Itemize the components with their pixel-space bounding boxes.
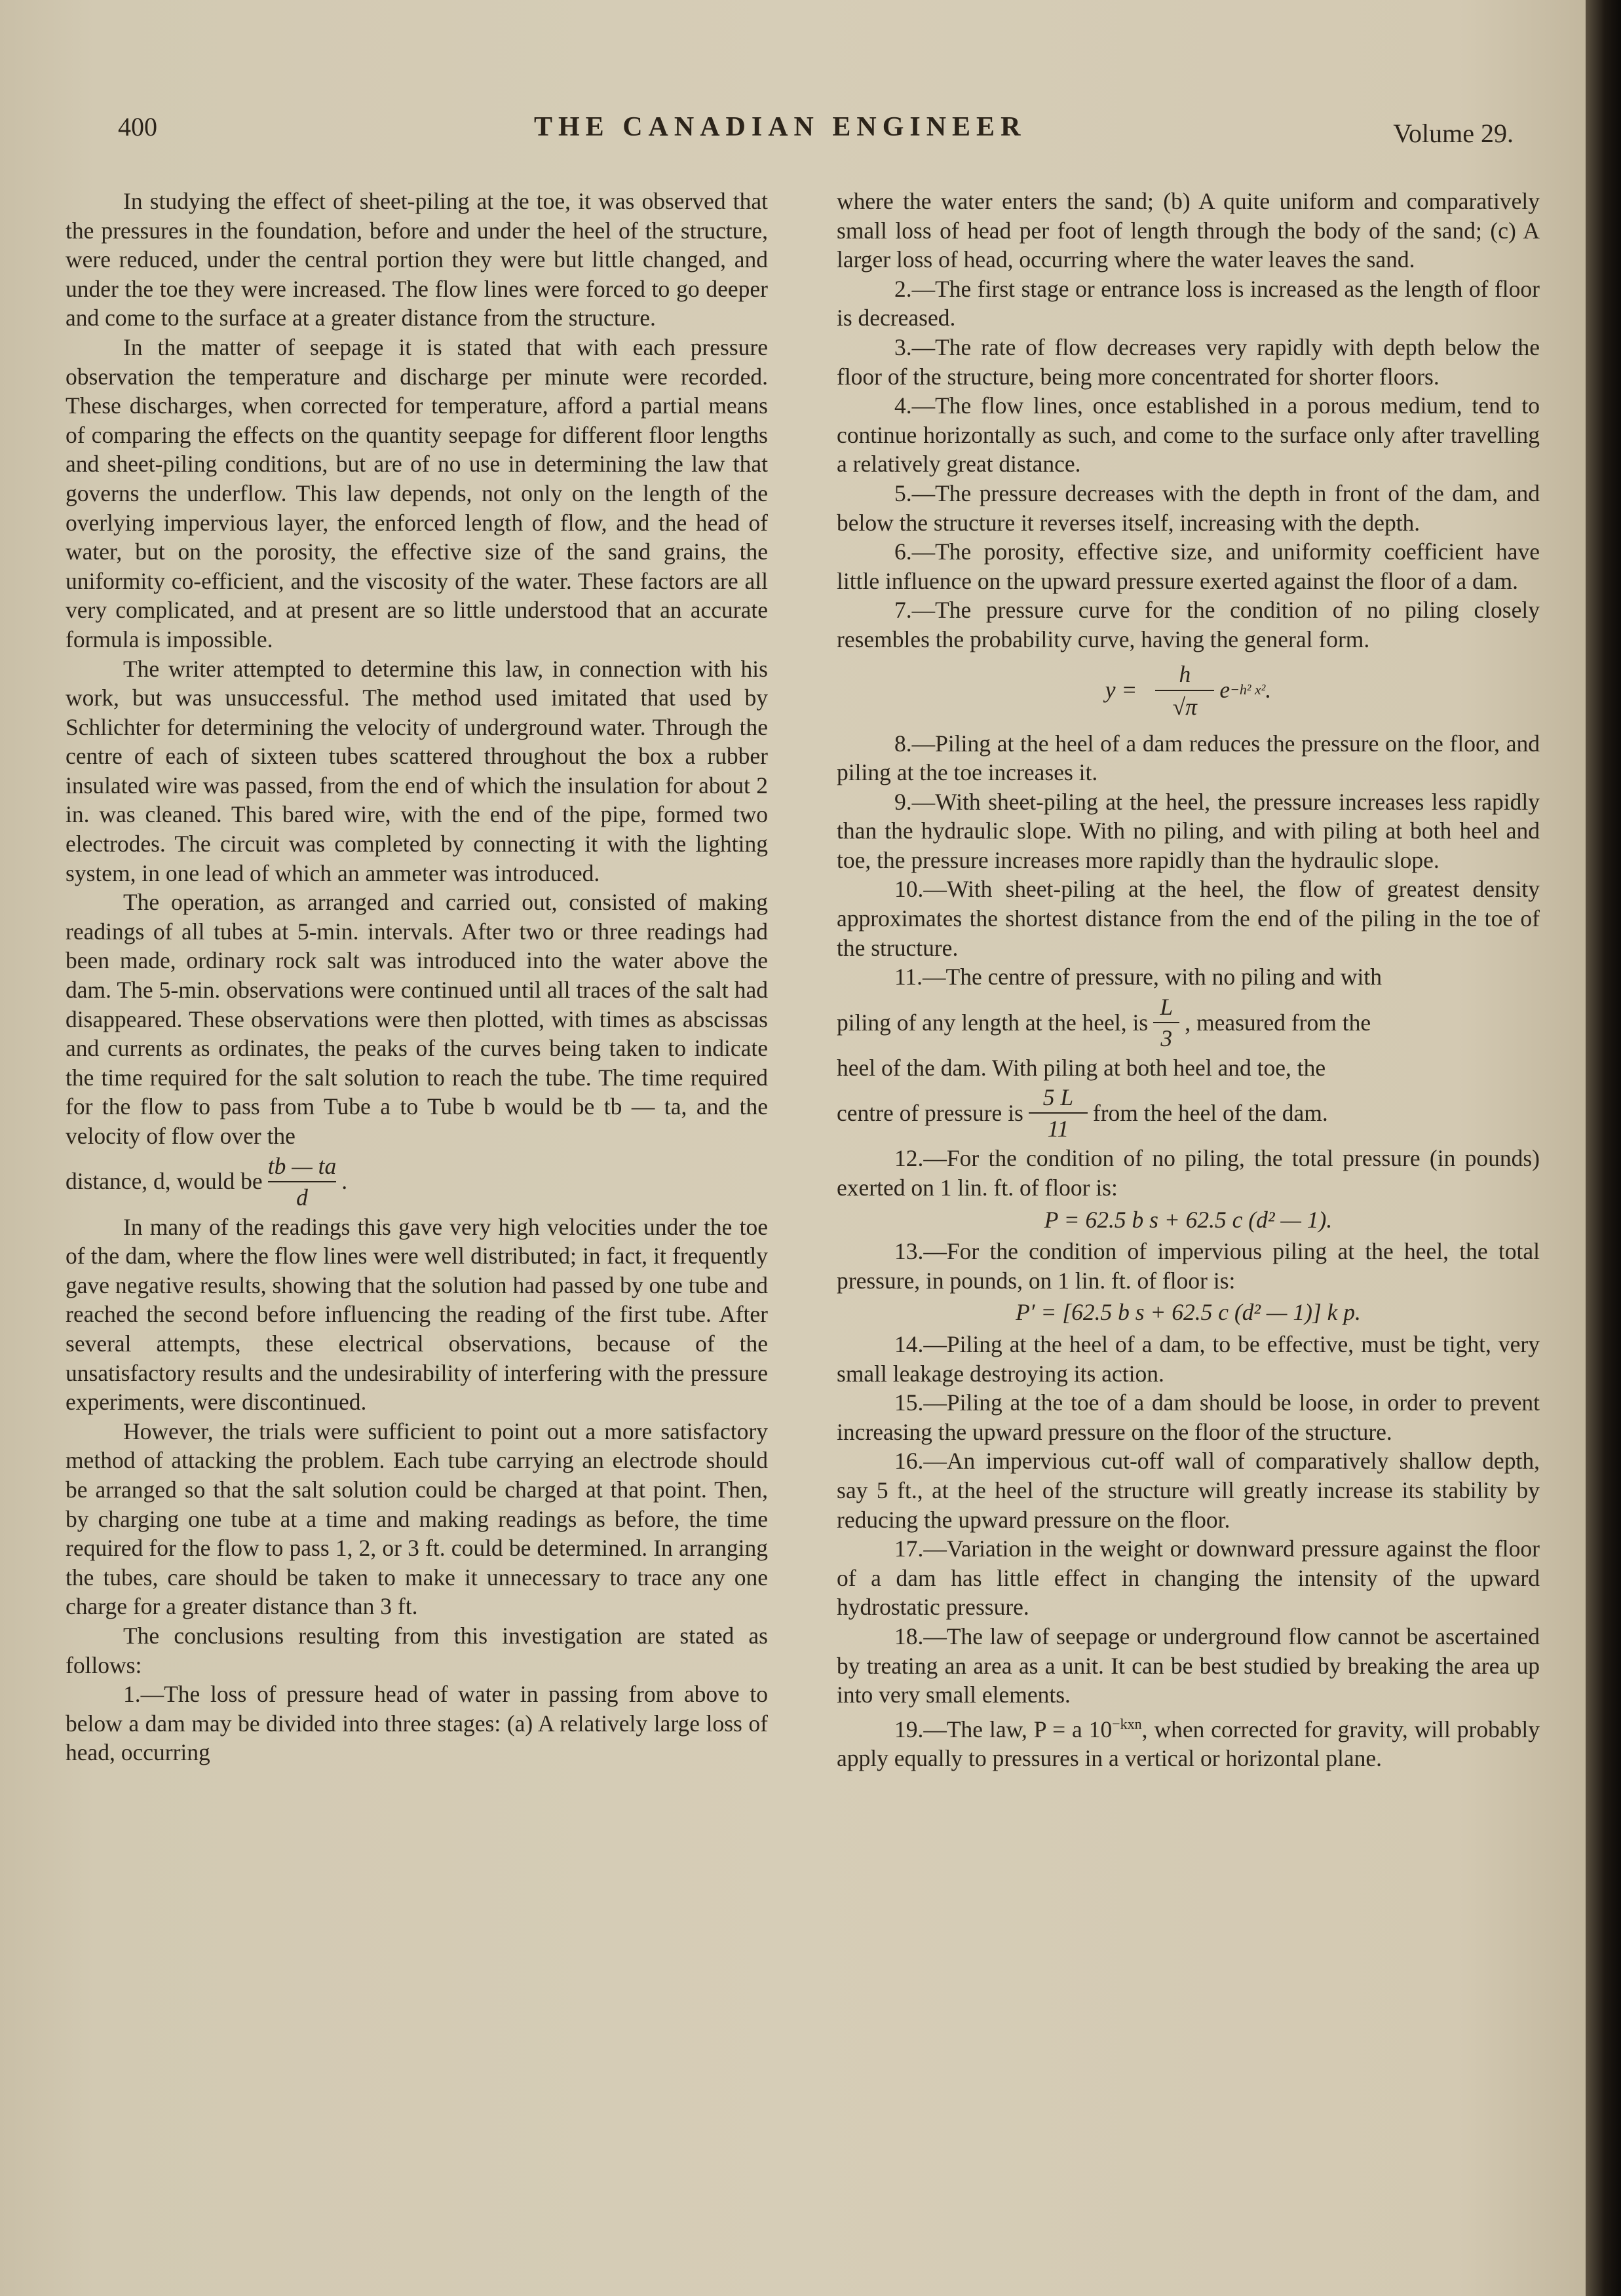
conclusion-8: 8.—Piling at the heel of a dam reduces the pressure on the floor, and piling at the toe increases it. [837,730,1540,786]
page-binding-edge [1586,0,1621,2296]
equation-exp-base: e [1219,677,1230,704]
probability-equation [837,658,1540,723]
paragraph: However, the trials were sufficient to point out a more satisfactory method of attacking the problem. Each tube carrying an electrode should be arranged so that the salt solution could be charged at that point. Then, by charging one tube at a time and making readings as before, the time required for the flow to pass 1, 2, or 3 ft. could be determined. In arranging the tubes, care should be taken to make it unnecessary to trace any one charge for a greater distance than 3 ft. [66,1418,768,1620]
paragraph: In the matter of seepage it is stated that with each pressure observation the temperature and discharge per minute were recorded. These discharges, when corrected for temperature, afford a partial means of comparing the effects on the quantity seepage for different floor lengths and sheet-piling conditions, but are of no use in determining the law that governs the underflow. This law depends, not only on the length of the overlying impervious layer, the enforced length of flow, and the head of water, but on the porosity, the effective size of the sand grains, the uniformity co-efficient, and the viscosity of the water. These factors are all very complicated, and at present are so little understood that an accurate formula is impossible. [66,333,768,652]
fraction-numerator: 5 L [1042,1084,1074,1111]
page-number: 400 [118,112,157,141]
conclusion-16: 16.—An impervious cut-off wall of comparatively shallow depth, say 5 ft., at the heel of the structure will greatly increase its stability by reducing the upward pressure on the floor. [837,1448,1540,1533]
paragraph: The operation, as arranged and carried out, consisted of making readings of all tubes at 5-min. intervals. After two or three readings had been made, ordinary rock salt was introduced into the water above the dam. The 5-min. observations were continued until all traces of the salt had disappeared. These observations were then plotted, with times as abscissas and currents as ordinates, the peaks of the curves being taken to indicate the time required for the salt solution to reach the tube. The time required for the flow to pass from Tube a to Tube b would be tb — ta, and the velocity of flow over the [66,889,768,1149]
fraction-denominator: 3 [1160,1025,1173,1051]
equation-exponent: −h² x² [1230,681,1266,698]
conclusion-9: 9.—With sheet-piling at the heel, the pressure increases less rapidly than the hydraulic slope. With no piling, and with piling at both heel and toe, the pressure increases more rapidly than the hydraulic slope. [837,788,1540,873]
text-run: piling of any length at the heel, is [837,1009,1149,1036]
formula-lead: distance, d, would be [66,1168,263,1195]
fraction-5l-over-11 [1029,1082,1088,1144]
fraction-numerator: tb — ta [267,1152,337,1179]
centre-of-pressure-line-2 [837,1082,1540,1144]
paragraph: The conclusions resulting from this investigation are stated as follows: [66,1622,768,1678]
conclusion-4: 4.—The flow lines, once established in a porous medium, tend to continue horizontally as such, and come to the surface only after travelling a relatively great distance. [837,392,1540,478]
equation-end: . [1265,677,1272,704]
conclusion-10: 10.—With sheet-piling at the heel, the flow of greatest density approximates the shortest distance from the end of the piling in the toe of the structure. [837,876,1540,961]
text-run: , measured from the [1185,1009,1371,1036]
text-run: centre of pressure is [837,1100,1023,1127]
conclusion-2: 2.—The first stage or entrance loss is increased as the length of floor is decreased. [837,275,1540,331]
fraction-denominator: √π [1172,693,1197,720]
right-column [837,187,1540,1773]
conclusion-13: 13.—For the condition of impervious piling at the heel, the total pressure, in pounds, on 1 lin. ft. of floor is: [837,1238,1540,1294]
paragraph: In many of the readings this gave very high velocities under the toe of the dam, where the flow lines were well distributed; in fact, it frequently gave negative results, showing that the solution had passed by one tube and reached the second before influencing the reading of the first tube. After several attempts, these electrical observations, because of the unsatisfactory results and the undesirability of interfering with the pressure experiments, were discontinued. [66,1213,768,1416]
left-column [66,187,768,1767]
paragraph: 1.—The loss of pressure head of water in passing from above to below a dam may be divided into three stages: (a) A relatively large loss of head, occurring [66,1681,768,1766]
text-run: , when corrected for gravity, will probably apply equally to pressures in a vertical or horizontal plane. [837,1716,1540,1772]
velocity-formula-line [66,1151,768,1213]
fraction-denominator: 11 [1047,1116,1069,1142]
fraction-numerator: L [1160,993,1173,1020]
conclusion-14: 14.—Piling at the heel of a dam, to be effective, must be tight, very small leakage destroying its action. [837,1331,1540,1387]
conclusion-18: 18.—The law of seepage or underground flow cannot be ascertained by treating an area as a unit. It can be best studied by breaking the area up into very small elements. [837,1623,1540,1708]
paragraph-line: heel of the dam. With piling at both heel and toe, the [837,1054,1326,1081]
running-header [0,111,1586,151]
volume-label: Volume 29. [1393,119,1514,148]
fraction-l-over-3 [1153,992,1179,1053]
equation-12: P = 62.5 b s + 62.5 c (d² — 1). [1044,1206,1333,1233]
conclusion-7: 7.—The pressure curve for the condition of no piling closely resembles the probability curve, having the general form. [837,597,1540,652]
law-exponent: −kxn [1112,1715,1142,1732]
paragraph: The writer attempted to determine this law, in connection with his work, but was unsuccessful. The method used imitated that used by Schlichter for determining the velocity of underground water. Through the centre of each of sixteen tubes scattered throughout the box a rubber insulated wire was passed, from the end of which the insulation for about 2 in. was cleaned. This bared wire, with the end of the pipe, formed two electrodes. The circuit was completed by connecting it with the lighting system, in one lead of which an ammeter was introduced. [66,655,768,886]
conclusion-17: 17.—Variation in the weight or downward pressure against the floor of a dam has little effect in changing the intensity of the upward hydrostatic pressure. [837,1535,1540,1621]
conclusion-3: 3.—The rate of flow decreases very rapidly with depth below the floor of the structure, being more concentrated for shorter floors. [837,333,1540,390]
journal-title: THE CANADIAN ENGINEER [534,112,1027,142]
velocity-fraction [268,1151,337,1213]
equation-lhs: y = [1105,677,1137,704]
fraction-numerator: h [1179,660,1191,687]
conclusion-5: 5.—The pressure decreases with the depth in front of the dam, and below the structure it reverses itself, increasing with the depth. [837,480,1540,536]
paragraph: where the water enters the sand; (b) A quite uniform and comparatively small loss of head per foot of length through the body of the sand; (c) A larger loss of head, occurring where the water leaves the sand. [837,188,1540,273]
conclusion-11: 11.—The centre of pressure, with no piling and with [894,964,1383,990]
centre-of-pressure-line-1 [837,992,1540,1053]
text-run: from the heel of the dam. [1092,1100,1328,1127]
text-run: 19.—The law, P = a 10 [894,1716,1113,1742]
formula-end: . [341,1168,348,1195]
equation-fraction [1155,658,1214,723]
paragraph: In studying the effect of sheet-piling at the toe, it was observed that the pressures in the foundation, before and under the heel of the structure, were reduced, under the central portion they were but little changed, and under the toe they were increased. The flow lines were forced to go deeper and come to the surface at a greater distance from the structure. [66,188,768,331]
fraction-denominator: d [296,1184,308,1211]
conclusion-12: 12.—For the condition of no piling, the total pressure (in pounds) exerted on 1 lin. ft. of floor is: [837,1145,1540,1201]
conclusion-6: 6.—The porosity, effective size, and uniformity coefficient have little influence on the upward pressure exerted against the floor of a dam. [837,538,1540,594]
conclusion-15: 15.—Piling at the toe of a dam should be loose, in order to prevent increasing the upward pressure on the floor of the structure. [837,1389,1540,1445]
equation-13: P′ = [62.5 b s + 62.5 c (d² — 1)] k p. [1016,1299,1361,1326]
conclusion-19 [837,1710,1540,1773]
